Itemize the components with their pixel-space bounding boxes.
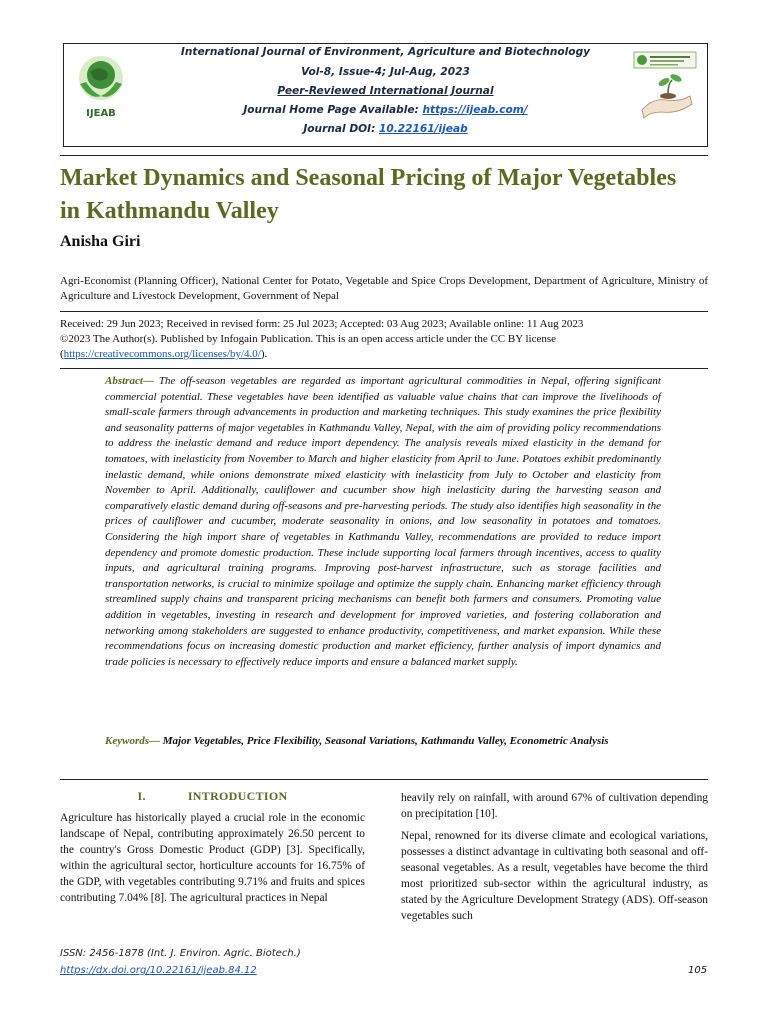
footer-issn: ISSN: 2456-1878 (Int. J. Environ. Agric. Biotech.) (60, 948, 301, 959)
article-title: Market Dynamics and Seasonal Pricing of Major Vegetables in Kathmandu Valley (60, 165, 677, 224)
homepage-line (64, 104, 707, 116)
intro-left-column (60, 810, 365, 906)
journal-logo (70, 48, 132, 120)
keywords-dash: — (149, 735, 163, 747)
volume-issue: Vol-8, Issue-4; Jul-Aug, 2023 (301, 66, 470, 78)
header-divider (60, 155, 708, 156)
abstract-divider (60, 779, 708, 780)
keywords (105, 734, 661, 750)
abstract (105, 374, 661, 670)
article-dates: Received: 29 Jun 2023; Received in revised form: 25 Jul 2023; Accepted: 03 Aug 2023; Available online: 11 Aug 2023 (60, 318, 584, 330)
doi-label: Journal DOI: (303, 123, 379, 135)
article-dates-block (60, 317, 708, 362)
keywords-text: Major Vegetables, Price Flexibility, Seasonal Variations, Kathmandu Valley, Econometric Analysis (162, 735, 609, 747)
homepage-link[interactable]: https://ijeab.com/ (422, 104, 528, 116)
intro-right-column (401, 790, 708, 930)
journal-doi-link[interactable]: 10.22161/ijeab (379, 123, 468, 135)
abstract-text: The off-season vegetables are regarded as important agricultural commodities in Nepal, offering significant commercial potential. These vegetables have been identified as valuable value chains that can improve the livelihoods of small-scale farmers through advancements in production and marketing techniques. This study examines the price flexibility and seasonality patterns of major vegetables in Kathmandu Valley, Nepal, with the aim of providing policy recommendations to address the inelastic demand and reduce import dependency. The analysis reveals mixed elasticity in the demand for tomatoes, with inelasticity from November to March and higher elasticity from April to June. Potatoes exhibit predominantly inelastic demand, while onions demonstrate mixed elasticity with inelasticity from July to October and elasticity from November to April. Additionally, cauliflower and cucumber show high inelasticity during the harvesting season and comparatively elastic demand during off-seasons and pre-harvesting periods. The study also identifies high seasonality in the prices of cauliflower and cucumber, moderate seasonality in onions, and low seasonality in potatoes and tomatoes. Considering the high import share of vegetables in Kathmandu Valley, recommendations are provided to reduce import dependency and promote domestic production. These include supporting local farmers through incentives, access to quality inputs, and agricultural training programs. Improving post-harvest infrastructure, such as storage facilities and transportation networks, is crucial to minimize spoilage and optimize the supply chain. Enhancing market efficiency through streamlined supply chains and transparent pricing mechanisms can benefit both farmers and consumers. Promoting value addition in vegetables, investing in research and development for improved varieties, and fostering collaboration and networking among stakeholders are suggested to enhance productivity, competitiveness, and market expansion. While these recommendations focus on increasing domestic production and market efficiency, further analysis of import dynamics and trade policies is necessary to effectively reduce imports and ensure a balanced market supply. (105, 375, 661, 668)
license-open-paren: ( (60, 348, 64, 360)
journal-doi-line (64, 123, 707, 135)
section-heading-introduction (60, 789, 365, 804)
dates-divider (60, 368, 708, 369)
footer-doi-link[interactable]: https://dx.doi.org/10.22161/ijeab.84.12 (60, 965, 257, 976)
license-link[interactable]: https://creativecommons.org/licenses/by/4.0/ (63, 348, 261, 360)
journal-name: International Journal of Environment, Agriculture and Biotechnology (180, 46, 591, 58)
keywords-label: Keywords (105, 735, 149, 747)
author-name: Anisha Giri (60, 233, 141, 250)
peer-reviewed-label: Peer-Reviewed International Journal (277, 85, 494, 97)
homepage-label: Journal Home Page Available: (243, 104, 423, 116)
abstract-label: Abstract (105, 375, 143, 387)
abstract-dash: — (142, 375, 159, 387)
intro-paragraph-2: Nepal, renowned for its diverse climate and ecological variations, possesses a distinct advantage in cultivating both seasonal and off-seasonal vegetables. As a result, vegetables have become the third most prioritized sub-sector within the agricultural industry, as stated by the Agriculture Development Strategy (ADS). Off-season vegetables such (401, 830, 708, 922)
affiliation-divider (60, 311, 708, 312)
intro-paragraph-1: Agriculture has historically played a crucial role in the economic landscape of Nepal, contributing approximately 26.50 percent to the country's Gross Domestic Product (GDP) [3]. Specifically, within the agricultural sector, horticulture accounts for 16.75% of the GDP, with vegetables contributing 9.71% and fruits and spices contributing 7.04% [8]. The agricultural practices in Nepal (60, 812, 365, 904)
journal-header-box (63, 43, 708, 147)
section-number: I. (137, 789, 146, 803)
logo-text: IJEAB (86, 108, 116, 119)
sprout-hands-logo (632, 48, 698, 128)
section-title: INTRODUCTION (187, 789, 288, 803)
page-number: 105 (688, 965, 708, 976)
license-line (60, 347, 708, 362)
license-close-paren: ). (260, 348, 268, 360)
intro-paragraph-1-continued: heavily rely on rainfall, with around 67% of cultivation depending on precipitation [10]. (401, 792, 708, 820)
author-affiliation: Agri-Economist (Planning Officer), National Center for Potato, Vegetable and Spice Crops Development, Department of Agriculture, Ministry of Agriculture and Livestock Development, Government of Nepal (60, 275, 708, 302)
copyright-notice: ©2023 The Author(s). Published by Infogain Publication. This is an open access article under the CC BY license (60, 333, 557, 345)
